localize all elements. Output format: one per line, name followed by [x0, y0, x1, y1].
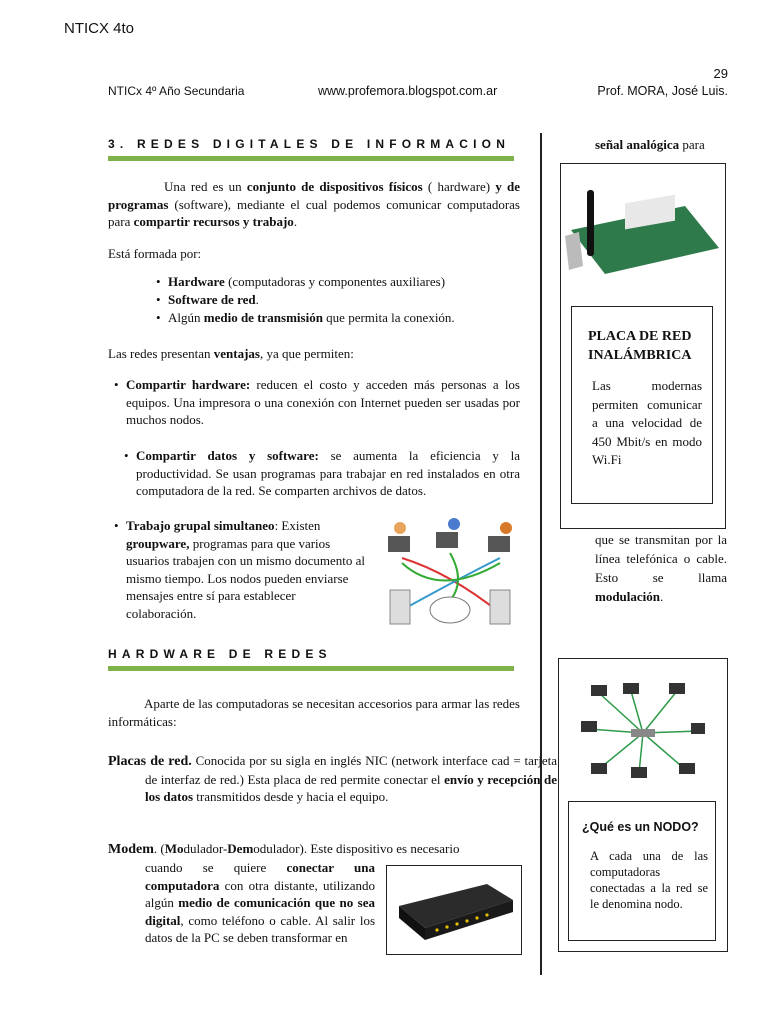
header-course: NTICx 4º Año Secundaria	[108, 84, 245, 98]
wifi-info-box	[571, 306, 713, 504]
modem-image-frame	[386, 865, 522, 955]
sidebar-continue-text: que se transmitan por la línea telefónica o cable. Esto se llama modulación.	[595, 532, 727, 604]
nodo-info-box	[568, 801, 716, 941]
header-website: www.profemora.blogspot.com.ar	[318, 84, 498, 98]
sidebar-top-text: señal analógica para	[595, 137, 705, 152]
header-author: Prof. MORA, José Luis.	[597, 84, 728, 98]
groupware-network-illustration	[380, 518, 520, 628]
nic-paragraph: Placas de red. Conocida por su sigla en inglés NIC (network interface cad = tarjeta de interfaz de red.) Esta placa de red permite conectar el envío y recepción de los datos transmitidos desde y hacia el equipo.	[108, 753, 557, 804]
advantage-share-data: • Compartir datos y software: se aumenta la eficiencia y la productividad. Se usan programas para trabajar en red instalados en otra computadora de la red. Se comparten archivos de datos.	[136, 447, 520, 500]
intro-paragraph: Una red es un conjunto de dispositivos físicos ( hardware) y de programas (software), mediante el cual podemos comunicar computadoras para compartir recursos y trabajo.	[108, 179, 521, 229]
wireless-card-image	[565, 184, 721, 274]
section-divider	[108, 156, 514, 161]
section-title-redes: 3. REDES DIGITALES DE INFORMACION	[108, 137, 511, 151]
modem-paragraph-cont: cuando se quiere conectar una computadora con otra distante, utilizando algún medio de comunicación que no sea digital, como teléfono o cable. Al salir los datos de la PC se deben transformar en	[145, 860, 375, 945]
modem-image	[387, 866, 521, 954]
document-label: NTICX 4to	[64, 20, 135, 37]
section-title-hardware: HARDWARE DE REDES	[108, 647, 332, 661]
advantages-intro: Las redes presentan ventajas, ya que permiten:	[108, 346, 354, 361]
hardware-intro: Aparte de las computadoras se necesitan accesorios para armar las redes informáticas:	[108, 696, 520, 729]
page-number: 29	[713, 66, 728, 81]
wifi-box-title: PLACA DE RED INALÁMBRICA	[588, 329, 692, 363]
list-item: • Software de red.	[168, 291, 518, 309]
column-divider	[540, 133, 542, 975]
wifi-box-text: Las modernas permiten comunicar a una velocidad de 450 Mbit/s en modo Wi.Fi	[592, 378, 702, 467]
advantage-share-hardware: • Compartir hardware: reducen el costo y acceden más personas a los equipos. Una impresora o una conexión con Internet pueden ser usadas por muchos nodos.	[126, 376, 520, 429]
nodo-sidebar	[558, 658, 728, 952]
modem-paragraph: Modem. (Modulador-Demodulador). Este dispositivo es necesario	[108, 841, 460, 857]
formed-by-label: Está formada por:	[108, 246, 202, 261]
list-item: • Algún medio de transmisión que permita la conexión.	[168, 309, 518, 327]
wifi-card-sidebar	[560, 163, 726, 529]
network-topology-image	[581, 681, 705, 781]
nodo-box-text: A cada una de las computadoras conectadas a la red se le denomina nodo.	[590, 849, 708, 911]
advantage-groupwork: • Trabajo grupal simultaneo: Existen groupware, programas para que varios usuarios trabajen con un mismo documento al mismo tiempo. Los nodos pueden enviarse mensajes entre sí para establecer colaboración.	[126, 517, 368, 622]
section-divider	[108, 666, 514, 671]
nodo-box-title: ¿Qué es un NODO?	[582, 820, 699, 834]
list-item: • Hardware (computadoras y componentes auxiliares)	[168, 273, 518, 291]
